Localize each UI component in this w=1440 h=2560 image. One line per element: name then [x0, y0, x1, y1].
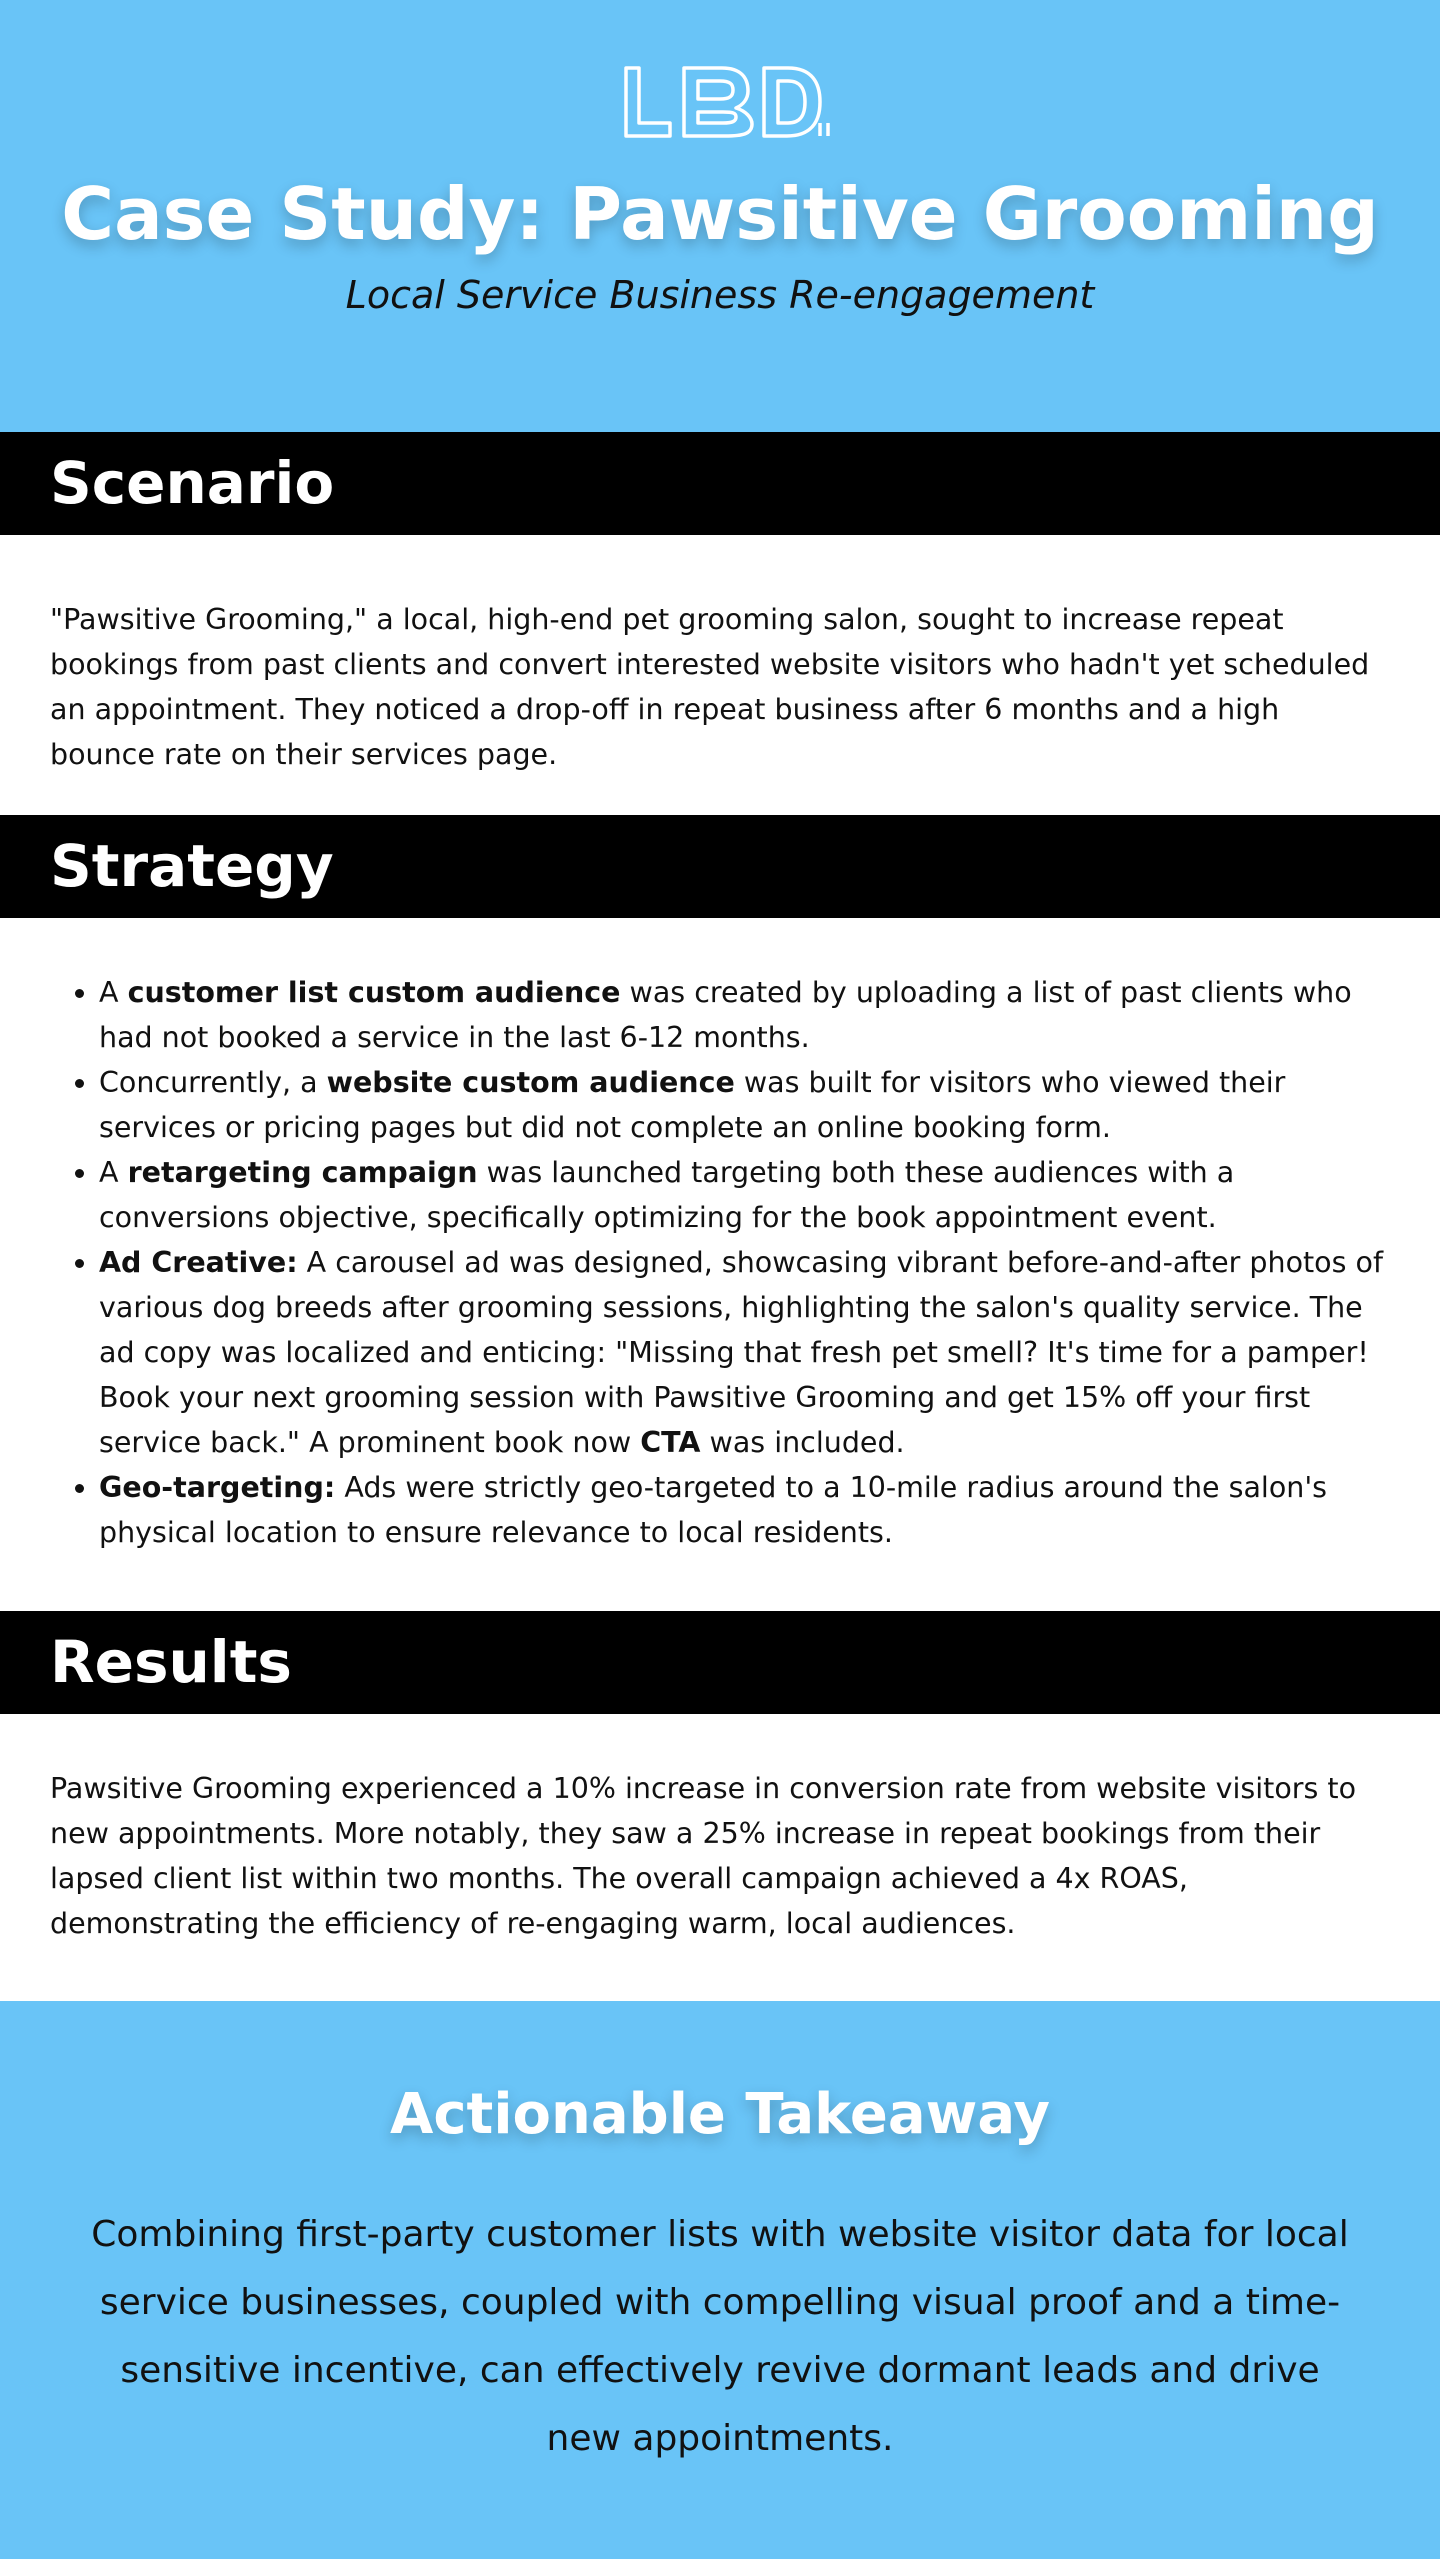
- results-section: [0, 1611, 1440, 2001]
- scenario-heading: Scenario: [50, 449, 335, 517]
- actionable-takeaway-section: [0, 2001, 1440, 2559]
- strategy-content: [0, 918, 1440, 1611]
- strategy-item-ad-creative: [99, 1240, 1390, 1465]
- strategy-item-text: A carousel ad was designed, showcasing vibrant before-and-after photos of various dog breeds after grooming sessions, highlighting the salon's quality service. The ad copy was localized and enticing: "Missing that fresh pet smell? It's time for a pamper! Book your next grooming session with Pawsitive Grooming and get 15% off your first service back." A prominent book now: [99, 1246, 1383, 1459]
- strategy-item-text: was created by uploading a list of past clients who had not booked a service in the last 6-12 months.: [99, 976, 1352, 1054]
- scenario-paragraph: "Pawsitive Grooming," a local, high-end pet grooming salon, sought to increase repeat bookings from past clients and convert interested website visitors who hadn't yet scheduled an appointment. They noticed a drop-off in repeat business after 6 months and a high bounce rate on their services page.: [50, 603, 1370, 771]
- strategy-item-retargeting: [99, 1150, 1390, 1240]
- strategy-heading-bar: [0, 815, 1440, 918]
- strategy-section: [0, 815, 1440, 1611]
- strategy-item-text: Ads were strictly geo-targeted to a 10-mile radius around the salon's physical location to ensure relevance to local residents.: [99, 1471, 1328, 1549]
- strategy-item-website-audience: [99, 1060, 1390, 1150]
- strategy-item-text: was built for visitors who viewed their services or pricing pages but did not complete an online booking form.: [99, 1066, 1286, 1144]
- scenario-section: [0, 432, 1440, 815]
- strategy-item-text: was launched targeting both these audiences with a conversions objective, specifically optimizing for the book appointment event.: [99, 1156, 1235, 1234]
- strategy-list: [50, 970, 1390, 1555]
- strategy-item-emphasis: website custom audience: [326, 1066, 735, 1099]
- strategy-item-prefix: A: [99, 1156, 128, 1189]
- strategy-item-customer-list: [99, 970, 1390, 1060]
- takeaway-paragraph: Combining first-party customer lists with website visitor data for local service businesses, coupled with compelling visual proof and a time-sensitive incentive, can effectively revive dormant leads and drive new appointments.: [91, 2214, 1349, 2459]
- strategy-item-prefix: Concurrently, a: [99, 1066, 327, 1099]
- case-study-title: Case Study: Pawsitive Grooming: [61, 172, 1379, 256]
- scenario-heading-bar: [0, 432, 1440, 535]
- strategy-item-text-end: was included.: [700, 1426, 905, 1459]
- strategy-item-geo-targeting: [99, 1465, 1390, 1555]
- strategy-item-prefix: A: [99, 976, 128, 1009]
- strategy-item-emphasis: Ad Creative:: [99, 1246, 298, 1279]
- takeaway-heading: Actionable Takeaway: [390, 2082, 1050, 2147]
- lbd-logo: [622, 62, 832, 142]
- scenario-content: [0, 535, 1440, 815]
- strategy-item-emphasis: retargeting campaign: [127, 1156, 478, 1189]
- strategy-item-emphasis: Geo-targeting:: [99, 1471, 336, 1504]
- case-study-subtitle: Local Service Business Re-engagement: [345, 273, 1095, 317]
- case-study-header: [0, 0, 1440, 432]
- results-content: [0, 1714, 1440, 2001]
- strategy-item-cta-emphasis: CTA: [640, 1426, 701, 1459]
- strategy-item-emphasis: customer list custom audience: [127, 976, 621, 1009]
- results-heading-bar: [0, 1611, 1440, 1714]
- strategy-heading: Strategy: [50, 832, 334, 900]
- results-paragraph: Pawsitive Grooming experienced a 10% increase in conversion rate from website visitors to new appointments. More notably, they saw a 25% increase in repeat bookings from their lapsed client list within two months. The overall campaign achieved a 4x ROAS, demonstrating the efficiency of re-engaging warm, local audiences.: [50, 1772, 1357, 1940]
- results-heading: Results: [50, 1628, 292, 1696]
